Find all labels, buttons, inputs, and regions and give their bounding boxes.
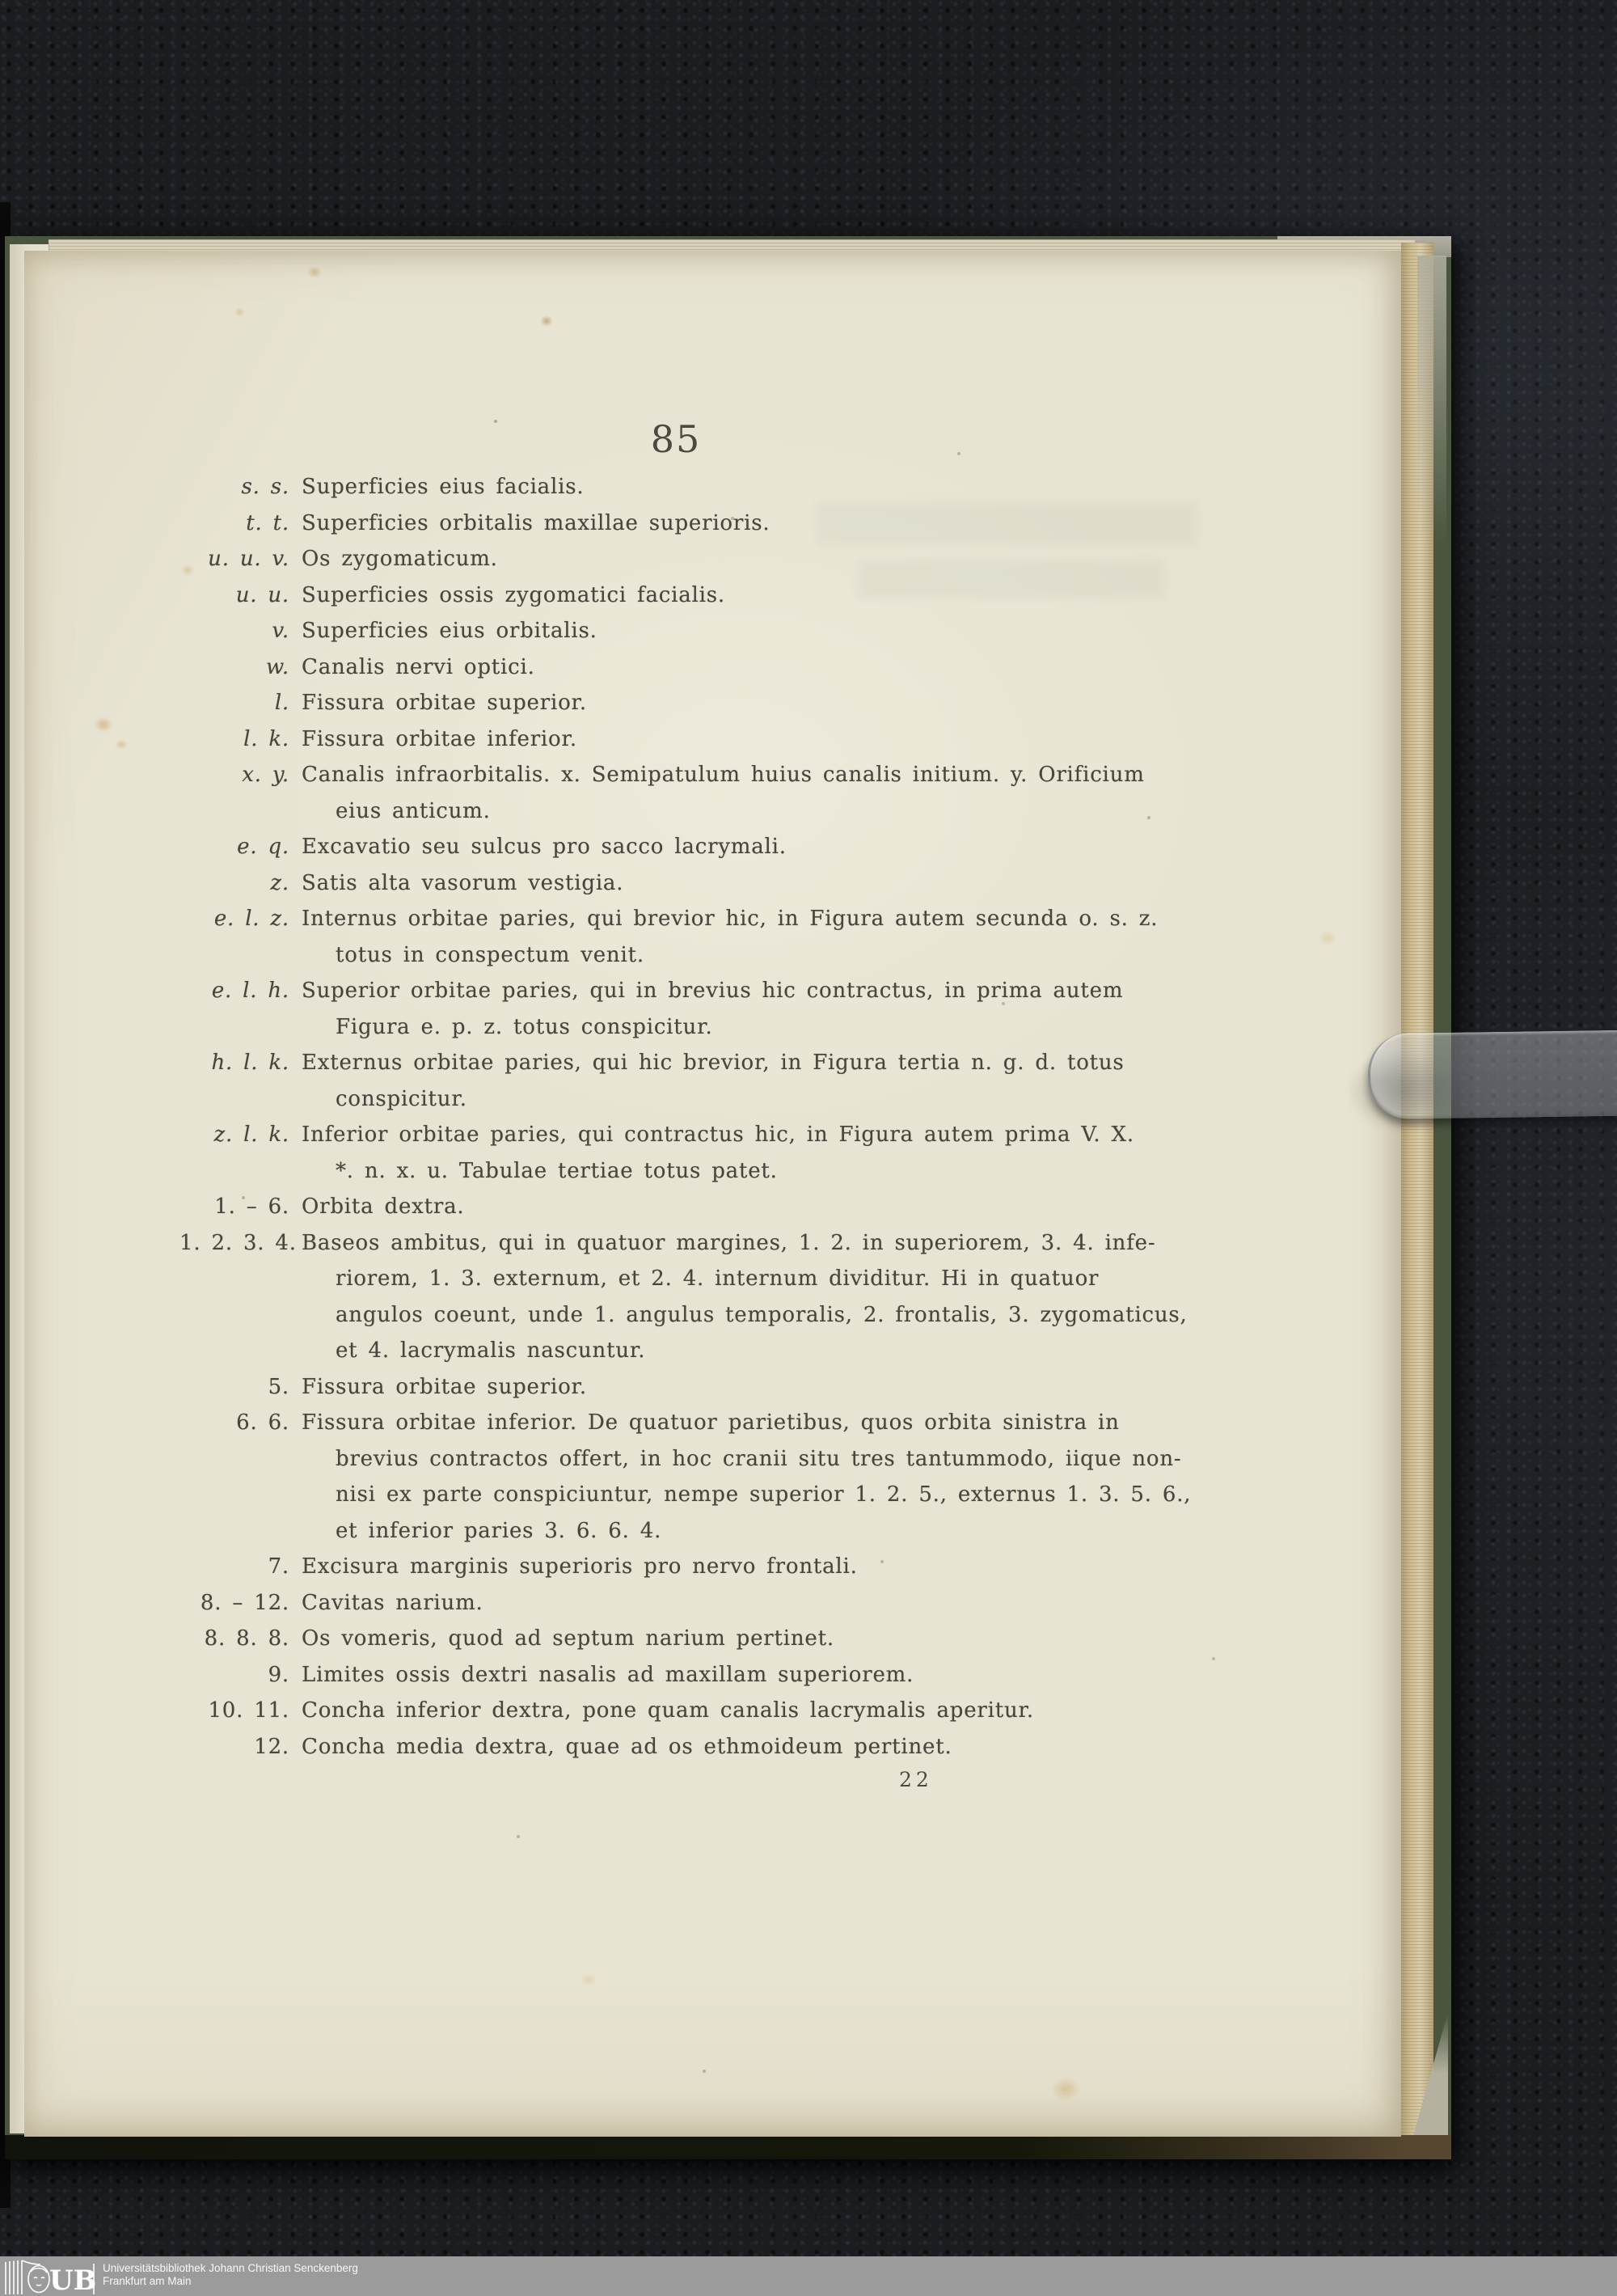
entry-row — [179, 613, 1198, 649]
entry-line: Concha media dextra, quae ad os ethmoideum pertinet. — [302, 1734, 952, 1759]
entry-line: nisi ex parte conspiciuntur, nempe superior 1. 2. 5., externus 1. 3. 5. 6., — [336, 1482, 1192, 1507]
signature-mark: 22 — [899, 1768, 933, 1791]
foxing-spot — [540, 315, 553, 327]
entry-row — [179, 1369, 1198, 1406]
entry-line: Figura e. p. z. totus conspicitur. — [336, 1014, 713, 1039]
entry-row — [179, 685, 1198, 721]
entry-line: brevius contractos offert, in hoc cranii situ tres tantummodo, iique non- — [336, 1446, 1182, 1471]
entry-body — [302, 1549, 1198, 1585]
entry-label: 5. — [268, 1374, 289, 1399]
entry-label: e. l. z. — [213, 907, 289, 931]
entry-body — [302, 577, 1198, 614]
entry-label: l. — [274, 691, 289, 715]
entry-label: z. l. k. — [213, 1123, 289, 1147]
entry-label: 12. — [254, 1734, 289, 1759]
entry-row — [179, 649, 1198, 686]
entry-line: Fissura orbitae superior. — [302, 691, 587, 715]
book-block — [5, 236, 1451, 2159]
entry-label: 8. – 12. — [200, 1590, 289, 1615]
entry-line: Canalis nervi optici. — [302, 654, 535, 679]
entry-line: Superficies orbitalis maxillae superioris. — [302, 510, 771, 535]
entry-label: x. y. — [242, 763, 289, 787]
entry-label: 1. – 6. — [214, 1195, 289, 1219]
entry-line: eius anticum. — [336, 798, 491, 823]
entry-label: u. u. v. — [208, 547, 289, 571]
entry-row — [179, 1045, 1198, 1117]
entry-row — [179, 1729, 1198, 1765]
entry-line: Superficies ossis zygomatici facialis. — [302, 582, 725, 607]
entry-body — [302, 901, 1198, 973]
entry-line: et inferior paries 3. 6. 6. 4. — [336, 1518, 662, 1543]
entry-line: Limites ossis dextri nasalis ad maxillam superiorem. — [302, 1662, 914, 1687]
entry-line: Superior orbitae paries, qui in brevius hic contractus, in prima autem — [302, 979, 1124, 1003]
entry-line: totus in conspectum venit. — [336, 942, 644, 967]
entry-line: riorem, 1. 3. externum, et 2. 4. internum dividitur. Hi in quatuor — [336, 1266, 1100, 1291]
entry-line: Superficies eius facialis. — [302, 475, 585, 499]
entry-label: 9. — [268, 1662, 289, 1687]
entry-line: *. n. x. u. Tabulae tertiae totus patet. — [336, 1158, 778, 1183]
foxing-spot — [234, 307, 245, 317]
entry-body — [302, 1657, 1198, 1693]
entry-body — [302, 1117, 1198, 1189]
entry-label: z. — [270, 870, 289, 895]
entry-label: h. l. k. — [211, 1051, 289, 1075]
entry-row — [179, 973, 1198, 1045]
entry-row — [179, 1117, 1198, 1189]
entry-label: w. — [265, 654, 289, 679]
entry-row — [179, 1657, 1198, 1693]
entry-row — [179, 1621, 1198, 1657]
entry-row — [179, 757, 1198, 829]
entry-row — [179, 541, 1198, 577]
ub-logo — [3, 2257, 99, 2296]
entry-row — [179, 577, 1198, 614]
entry-body — [302, 613, 1198, 649]
entry-body — [302, 1045, 1198, 1117]
entry-body — [302, 1729, 1198, 1765]
entry-label: u. u. — [235, 582, 289, 607]
entry-line: Internus orbitae paries, qui brevior hic, in Figura autem secunda o. s. z. — [302, 907, 1159, 931]
entry-row — [179, 1189, 1198, 1225]
entry-row — [179, 1693, 1198, 1729]
entry-line: Cavitas narium. — [302, 1590, 483, 1615]
scanned-page — [24, 251, 1401, 2137]
library-name — [103, 2262, 358, 2288]
foxing-spot — [94, 717, 113, 733]
entry-body — [302, 1369, 1198, 1406]
library-footer-bar — [0, 2256, 1617, 2296]
entry-line: Satis alta vasorum vestigia. — [302, 870, 624, 895]
entry-label: 8. 8. 8. — [204, 1626, 289, 1651]
entry-body — [302, 1585, 1198, 1622]
entry-row — [179, 505, 1198, 542]
entry-line: Externus orbitae paries, qui hic brevior, in Figura tertia n. g. d. totus — [302, 1051, 1125, 1075]
entry-body — [302, 829, 1198, 865]
foxing-spot — [307, 266, 322, 278]
entry-line: conspicitur. — [336, 1086, 467, 1111]
entry-line: Excisura marginis superioris pro nervo frontali. — [302, 1554, 858, 1579]
entry-label: l. k. — [243, 726, 289, 751]
entry-line: Os vomeris, quod ad septum narium pertinet. — [302, 1626, 834, 1651]
page-number: 85 — [650, 417, 702, 461]
entry-row — [179, 1585, 1198, 1622]
entry-row — [179, 829, 1198, 865]
entry-body — [302, 649, 1198, 686]
foxing-spot — [1318, 930, 1337, 946]
entry-body — [302, 505, 1198, 542]
foxing-spot — [1051, 2077, 1080, 2101]
entry-body — [302, 865, 1198, 902]
entry-body — [302, 1225, 1198, 1369]
entry-body — [302, 1189, 1198, 1225]
entry-body — [302, 469, 1198, 505]
entry-line: Fissura orbitae inferior. — [302, 726, 577, 751]
entry-row — [179, 865, 1198, 902]
entry-body — [302, 1693, 1198, 1729]
entry-row — [179, 721, 1198, 758]
entry-label: 1. 2. 3. 4. — [179, 1230, 297, 1255]
entry-label: s. s. — [241, 475, 289, 499]
entry-line: Excavatio seu sulcus pro sacco lacrymali. — [302, 835, 787, 859]
entry-body — [302, 685, 1198, 721]
entry-line: Os zygomaticum. — [302, 547, 498, 571]
entry-row — [179, 1225, 1198, 1369]
entry-body — [302, 757, 1198, 829]
entry-line: Superficies eius orbitalis. — [302, 619, 597, 643]
plastic-page-holder-strip — [1367, 1030, 1617, 1119]
entry-line: Concha inferior dextra, pone quam canalis lacrymalis aperitur. — [302, 1698, 1034, 1723]
entry-label: v. — [272, 619, 289, 643]
entry-line: Fissura orbitae superior. — [302, 1374, 587, 1399]
entry-line: Inferior orbitae paries, qui contractus hic, in Figura autem prima V. X. — [302, 1123, 1134, 1147]
entry-line: Canalis infraorbitalis. x. Semipatulum huius canalis initium. y. Orificium — [302, 763, 1145, 787]
binding-cloth-corner — [1417, 256, 1446, 547]
entry-label: 6. 6. — [236, 1410, 289, 1435]
paper-specks — [24, 251, 26, 252]
entry-line: Baseos ambitus, qui in quatuor margines, 1. 2. in superiorem, 3. 4. infe- — [302, 1230, 1156, 1255]
entry-label: 10. 11. — [208, 1698, 289, 1723]
ub-logo-text: UB — [49, 2264, 97, 2296]
entry-line: et 4. lacrymalis nascuntur. — [336, 1338, 646, 1363]
entry-row — [179, 1405, 1198, 1549]
entry-label: e. l. h. — [211, 979, 289, 1003]
entry-label: t. t. — [246, 510, 289, 535]
board-bottom-edge — [5, 2135, 1451, 2159]
foxing-spot — [581, 1973, 597, 1986]
entry-label: 7. — [268, 1554, 289, 1579]
entry-line: Orbita dextra. — [302, 1195, 465, 1219]
entry-line: Fissura orbitae inferior. De quatuor parietibus, quos orbita sinistra in — [302, 1410, 1120, 1435]
entry-row — [179, 1549, 1198, 1585]
entries — [179, 469, 1198, 1765]
entry-row — [179, 901, 1198, 973]
library-name-line2: Frankfurt am Main — [103, 2275, 192, 2287]
library-name-line1: Universitätsbibliothek Johann Christian Senckenberg — [103, 2262, 358, 2274]
entry-line: angulos coeunt, unde 1. angulus temporalis, 2. frontalis, 3. zygomaticus, — [336, 1302, 1188, 1327]
entry-label: e. q. — [237, 835, 289, 859]
entry-body — [302, 541, 1198, 577]
entry-row — [179, 469, 1198, 505]
entry-body — [302, 973, 1198, 1045]
foxing-spot — [115, 739, 128, 750]
entry-body — [302, 1621, 1198, 1657]
entry-body — [302, 721, 1198, 758]
entry-body — [302, 1405, 1198, 1549]
